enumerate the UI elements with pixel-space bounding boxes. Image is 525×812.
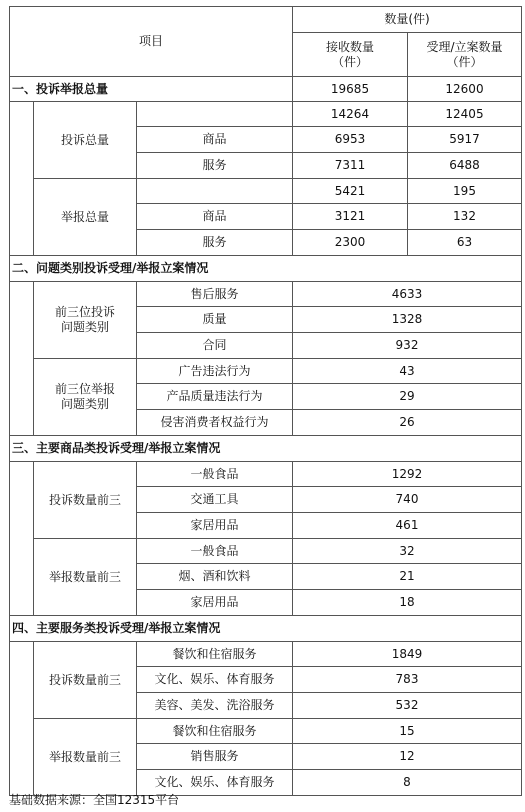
row-value: 12	[293, 744, 522, 770]
section3-title: 三、主要商品类投诉受理/举报立案情况	[10, 436, 522, 462]
table-row	[10, 539, 522, 564]
blank-cell	[137, 179, 293, 204]
row-label: 服务	[137, 153, 293, 179]
row-value: 1292	[293, 462, 522, 487]
row-value: 740	[293, 487, 522, 513]
row-label: 美容、美发、洗浴服务	[137, 693, 293, 719]
indent-cell	[10, 282, 34, 436]
row-label: 交通工具	[137, 487, 293, 513]
header-row	[10, 7, 522, 33]
header-received-line1: 接收数量	[325, 39, 374, 54]
row-value: 1849	[293, 642, 522, 667]
data-source-note: 基础数据来源：全国12315平台	[9, 793, 180, 807]
category-complaints-label	[34, 282, 137, 359]
table-row	[10, 642, 522, 667]
row-label: 合同	[137, 333, 293, 359]
row-label: 销售服务	[137, 744, 293, 770]
table-row	[10, 462, 522, 487]
reports-total-accepted: 195	[408, 179, 522, 204]
row-value: 932	[293, 333, 522, 359]
header-accepted-line2: （件）	[446, 54, 483, 69]
reports-total-received: 5421	[293, 179, 408, 204]
row-value: 15	[293, 719, 522, 744]
goods-complaints-label: 投诉数量前三	[34, 462, 137, 539]
header-received-line2: （件）	[331, 54, 368, 69]
row-value: 783	[293, 667, 522, 693]
row-value: 32	[293, 539, 522, 564]
row-value: 26	[293, 410, 522, 436]
table-row	[10, 282, 522, 307]
complaints-total-label: 投诉总量	[34, 102, 137, 179]
label-line1: 前三位投诉	[54, 305, 115, 319]
header-accepted	[408, 33, 522, 77]
row-label: 质量	[137, 307, 293, 333]
row-label: 烟、酒和饮料	[137, 564, 293, 590]
row-received: 6953	[293, 127, 408, 153]
header-accepted-line1: 受理/立案数量	[426, 39, 503, 54]
services-reports-label: 举报数量前三	[34, 719, 137, 796]
row-label: 售后服务	[137, 282, 293, 307]
row-label: 家居用品	[137, 513, 293, 539]
row-value: 1328	[293, 307, 522, 333]
indent-cell	[10, 462, 34, 616]
row-label: 餐饮和住宿服务	[137, 642, 293, 667]
row-accepted: 63	[408, 230, 522, 256]
table-row	[10, 102, 522, 127]
row-value: 532	[293, 693, 522, 719]
row-accepted: 132	[408, 204, 522, 230]
row-label: 商品	[137, 127, 293, 153]
label-line2: 问题类别	[60, 397, 109, 411]
row-value: 8	[293, 770, 522, 796]
section4-title: 四、主要服务类投诉受理/举报立案情况	[10, 616, 522, 642]
category-reports-label	[34, 359, 137, 436]
indent-cell	[10, 102, 34, 256]
statistics-table	[9, 6, 522, 796]
table-row	[10, 719, 522, 744]
complaints-total-accepted: 12405	[408, 102, 522, 127]
services-complaints-label: 投诉数量前三	[34, 642, 137, 719]
row-value: 4633	[293, 282, 522, 307]
row-value: 43	[293, 359, 522, 384]
section3-title-row	[10, 436, 522, 462]
row-label: 广告违法行为	[137, 359, 293, 384]
row-label: 家居用品	[137, 590, 293, 616]
section2-title-row	[10, 256, 522, 282]
section1-title: 一、投诉举报总量	[10, 77, 293, 102]
complaints-total-received: 14264	[293, 102, 408, 127]
row-label: 侵害消费者权益行为	[137, 410, 293, 436]
row-label: 产品质量违法行为	[137, 384, 293, 410]
row-value: 29	[293, 384, 522, 410]
row-received: 2300	[293, 230, 408, 256]
indent-cell	[10, 642, 34, 796]
row-label: 一般食品	[137, 539, 293, 564]
row-value: 21	[293, 564, 522, 590]
row-value: 18	[293, 590, 522, 616]
row-label: 一般食品	[137, 462, 293, 487]
row-value: 461	[293, 513, 522, 539]
row-received: 7311	[293, 153, 408, 179]
row-label: 商品	[137, 204, 293, 230]
section1-received: 19685	[293, 77, 408, 102]
row-accepted: 5917	[408, 127, 522, 153]
row-label: 餐饮和住宿服务	[137, 719, 293, 744]
header-quantity: 数量(件)	[293, 7, 522, 33]
row-label: 服务	[137, 230, 293, 256]
header-received	[293, 33, 408, 77]
row-received: 3121	[293, 204, 408, 230]
section1-accepted: 12600	[408, 77, 522, 102]
header-item: 项目	[10, 7, 293, 77]
label-line2: 问题类别	[60, 320, 109, 334]
table-row	[10, 179, 522, 204]
goods-reports-label: 举报数量前三	[34, 539, 137, 616]
section2-title: 二、问题类别投诉受理/举报立案情况	[10, 256, 522, 282]
row-label: 文化、娱乐、体育服务	[137, 667, 293, 693]
row-label: 文化、娱乐、体育服务	[137, 770, 293, 796]
table-row	[10, 359, 522, 384]
blank-cell	[137, 102, 293, 127]
row-accepted: 6488	[408, 153, 522, 179]
label-line1: 前三位举报	[54, 382, 115, 396]
reports-total-label: 举报总量	[34, 179, 137, 256]
section1-total-row	[10, 77, 522, 102]
section4-title-row	[10, 616, 522, 642]
